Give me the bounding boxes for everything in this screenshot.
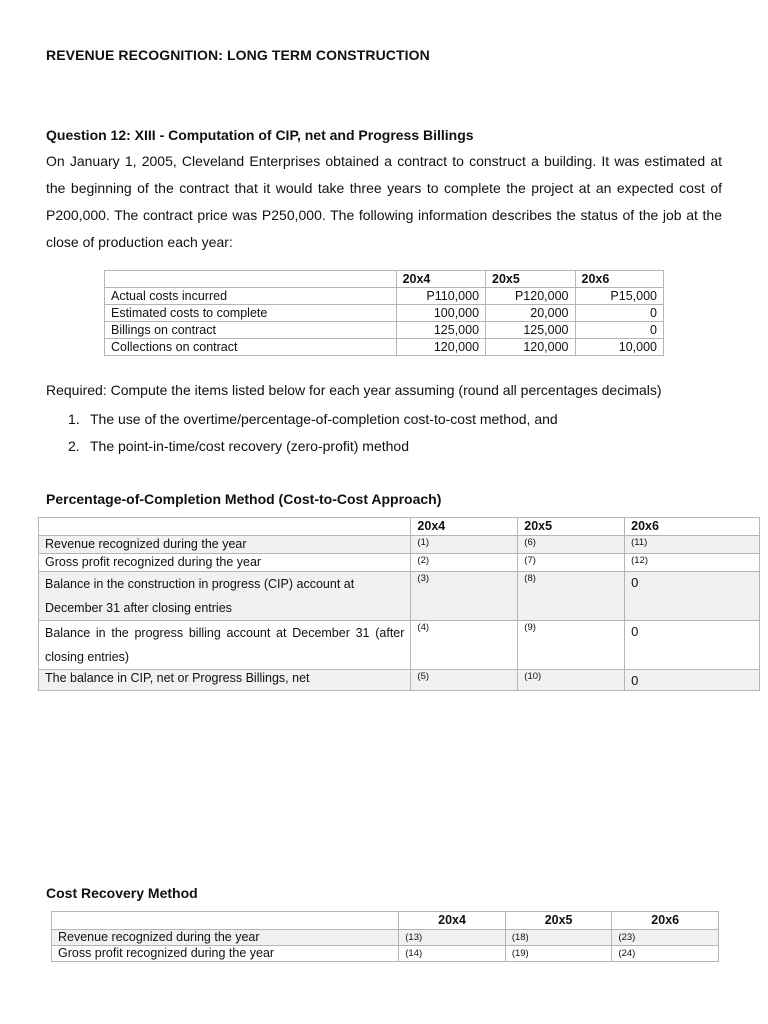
answer-cell: (10) <box>518 670 625 691</box>
table-row <box>105 305 664 322</box>
answer-cell: (7) <box>518 554 625 572</box>
header-cell: 20x5 <box>486 271 575 288</box>
list-text: The use of the overtime/percentage-of-completion cost-to-cost method, and <box>90 411 558 427</box>
cell-value: 10,000 <box>575 339 664 356</box>
answer-cell: (19) <box>505 946 612 962</box>
cell-value: 100,000 <box>396 305 485 322</box>
header-cell: 20x4 <box>399 912 506 930</box>
answer-cell: (4) <box>411 621 518 670</box>
intro-paragraph: On January 1, 2005, Cleveland Enterprises obtained a contract to construct a building. It was estimated at the beginning of the contract that it would take three years to complete the project at an expected cost of P200,000. The contract price was P250,000. The following information describes the status of the job at the close of production each year: <box>46 153 722 250</box>
table-row <box>52 946 719 962</box>
answer-cell: 0 <box>625 572 760 621</box>
answer-cell: (14) <box>399 946 506 962</box>
list-item <box>68 409 558 436</box>
cost-recovery-table <box>51 911 719 962</box>
page-title: REVENUE RECOGNITION: LONG TERM CONSTRUCTION <box>46 47 430 63</box>
table-header-row <box>39 518 760 536</box>
cell-value: P120,000 <box>486 288 575 305</box>
cell-value: 120,000 <box>396 339 485 356</box>
header-cell: 20x4 <box>396 271 485 288</box>
cell-value: 125,000 <box>486 322 575 339</box>
row-label: The balance in CIP, net or Progress Billings, net <box>39 670 411 691</box>
question-title: Question 12: XIII - Computation of CIP, net and Progress Billings <box>46 127 474 143</box>
cell-value: 0 <box>575 305 664 322</box>
table-header-row <box>52 912 719 930</box>
answer-cell: (24) <box>612 946 719 962</box>
row-label: Revenue recognized during the year <box>52 930 399 946</box>
cell-value: 20,000 <box>486 305 575 322</box>
answer-cell: (11) <box>625 536 760 554</box>
section-title-poc: Percentage-of-Completion Method (Cost-to-Cost Approach) <box>46 491 442 507</box>
header-cell: 20x6 <box>575 271 664 288</box>
answer-cell: (6) <box>518 536 625 554</box>
header-cell: 20x5 <box>518 518 625 536</box>
list-number: 2. <box>68 438 80 454</box>
list-number: 1. <box>68 411 80 427</box>
header-cell <box>52 912 399 930</box>
answer-cell: (1) <box>411 536 518 554</box>
table-row <box>105 339 664 356</box>
answer-cell: 0 <box>625 670 760 691</box>
table-row <box>39 621 760 670</box>
list-item <box>68 436 558 463</box>
table-row <box>39 536 760 554</box>
answer-cell: (18) <box>505 930 612 946</box>
answer-cell: (9) <box>518 621 625 670</box>
table-row <box>39 554 760 572</box>
required-list <box>68 409 558 463</box>
row-label: Actual costs incurred <box>105 288 397 305</box>
header-cell <box>39 518 411 536</box>
contract-status-table <box>104 270 664 356</box>
answer-cell: (8) <box>518 572 625 621</box>
row-label: Estimated costs to complete <box>105 305 397 322</box>
table-row <box>105 288 664 305</box>
row-label: Gross profit recognized during the year <box>39 554 411 572</box>
header-cell: 20x4 <box>411 518 518 536</box>
answer-cell: (2) <box>411 554 518 572</box>
header-cell <box>105 271 397 288</box>
row-label: Billings on contract <box>105 322 397 339</box>
row-label: Balance in the construction in progress (CIP) account at December 31 after closing entries <box>39 572 411 621</box>
answer-cell: (12) <box>625 554 760 572</box>
table-row <box>39 572 760 621</box>
list-text: The point-in-time/cost recovery (zero-profit) method <box>90 438 409 454</box>
answer-cell: (3) <box>411 572 518 621</box>
section-title-cost-recovery: Cost Recovery Method <box>46 885 198 901</box>
header-cell: 20x6 <box>625 518 760 536</box>
header-cell: 20x5 <box>505 912 612 930</box>
poc-table <box>38 517 760 691</box>
table-row <box>105 322 664 339</box>
cell-value: 0 <box>575 322 664 339</box>
answer-cell: 0 <box>625 621 760 670</box>
required-text: Required: Compute the items listed below for each year assuming (round all percentages decimals) <box>46 382 662 398</box>
answer-cell: (23) <box>612 930 719 946</box>
table-header-row <box>105 271 664 288</box>
row-label: Gross profit recognized during the year <box>52 946 399 962</box>
cell-value: 120,000 <box>486 339 575 356</box>
cell-value: P15,000 <box>575 288 664 305</box>
answer-cell: (13) <box>399 930 506 946</box>
table-row <box>39 670 760 691</box>
cell-value: 125,000 <box>396 322 485 339</box>
answer-cell: (5) <box>411 670 518 691</box>
row-label: Revenue recognized during the year <box>39 536 411 554</box>
row-label: Collections on contract <box>105 339 397 356</box>
cell-value: P110,000 <box>396 288 485 305</box>
header-cell: 20x6 <box>612 912 719 930</box>
row-label: Balance in the progress billing account at December 31 (after closing entries) <box>39 621 411 670</box>
table-row <box>52 930 719 946</box>
